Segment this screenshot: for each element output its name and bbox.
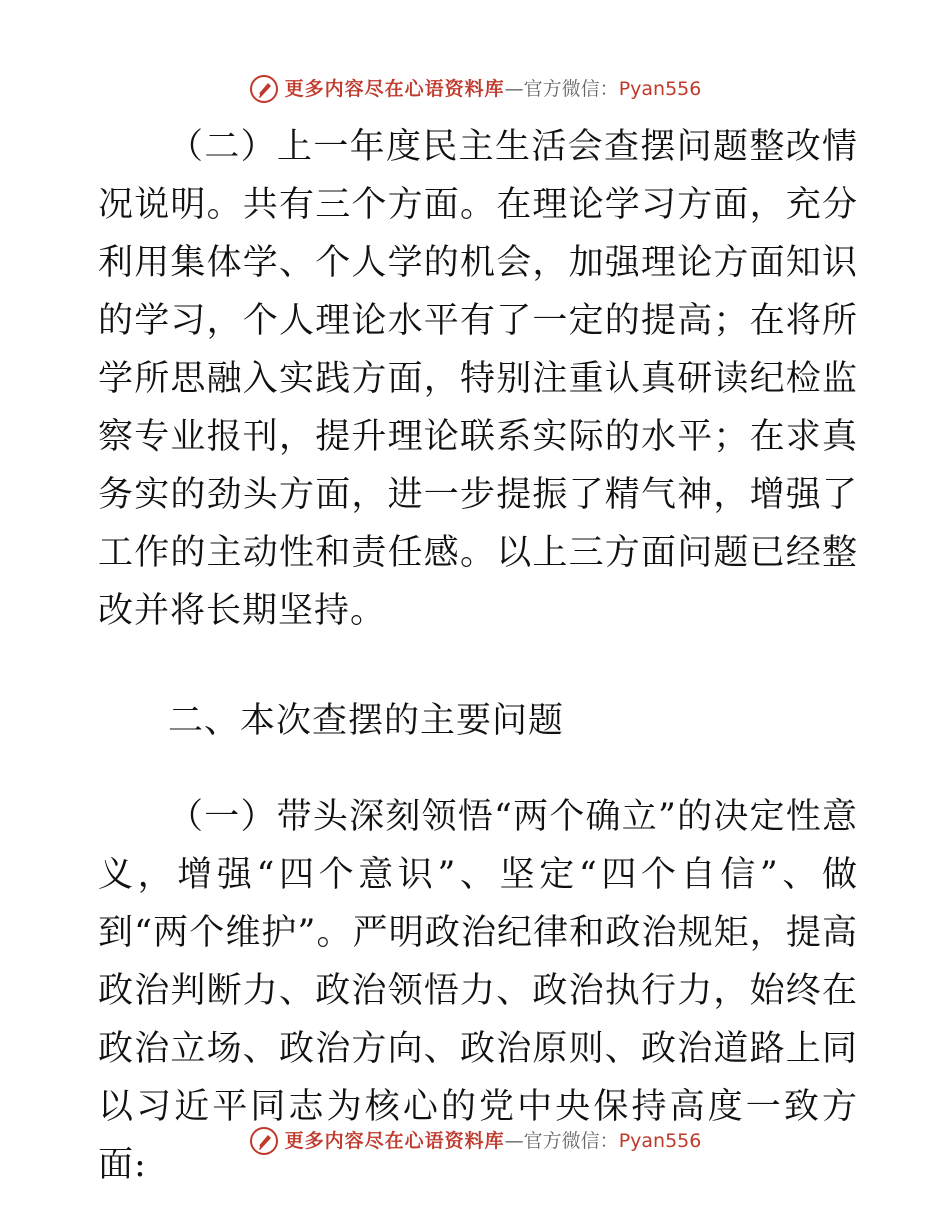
paragraph-main-issues: （一）带头深刻领悟“两个确立”的决定性意义，增强“四个意识”、坚定“四个自信”、做到“两个维护”。严明政治纪律和政治规矩，提高政治判断力、政治领悟力、政治执行力，始终在政治立场、政治方向、政治原则、政治道路上同以习近平同志为核心的党中央保持高度一致方面: [98,797,858,1185]
header-watermark [0,74,950,104]
document-body [98,118,858,1194]
paragraph-rectification: （二）上一年度民主生活会查摆问题整改情况说明。共有三个方面。在理论学习方面，充分利用集体学、个人学的机会，加强理论方面知识的学习，个人理论水平有了一定的提高；在将所学所思融入实践方面，特别注重认真研读纪检监察专业报刊，提升理论联系实际的水平；在求真务实的劲头方面，进一步提振了精气神，增强了工作的主动性和责任感。以上三方面问题已经整改并将长期坚持。 [98,127,858,631]
pen-logo-icon [249,74,279,104]
watermark-site-text: 更多内容尽在心语资料库 [284,1130,505,1152]
watermark-site-text: 更多内容尽在心语资料库 [284,78,505,100]
watermark-wechat-id: Pyan556 [618,78,702,100]
watermark-dash: — [504,1130,524,1152]
watermark-dash: — [504,78,524,100]
section-heading: 二、本次查摆的主要问题 [168,701,565,741]
footer-watermark [0,1126,950,1156]
watermark-wechat-label: 官方微信： [523,78,619,100]
watermark-wechat-label: 官方微信： [523,1130,619,1152]
pen-logo-icon [249,1126,279,1156]
watermark-wechat-id: Pyan556 [618,1130,702,1152]
